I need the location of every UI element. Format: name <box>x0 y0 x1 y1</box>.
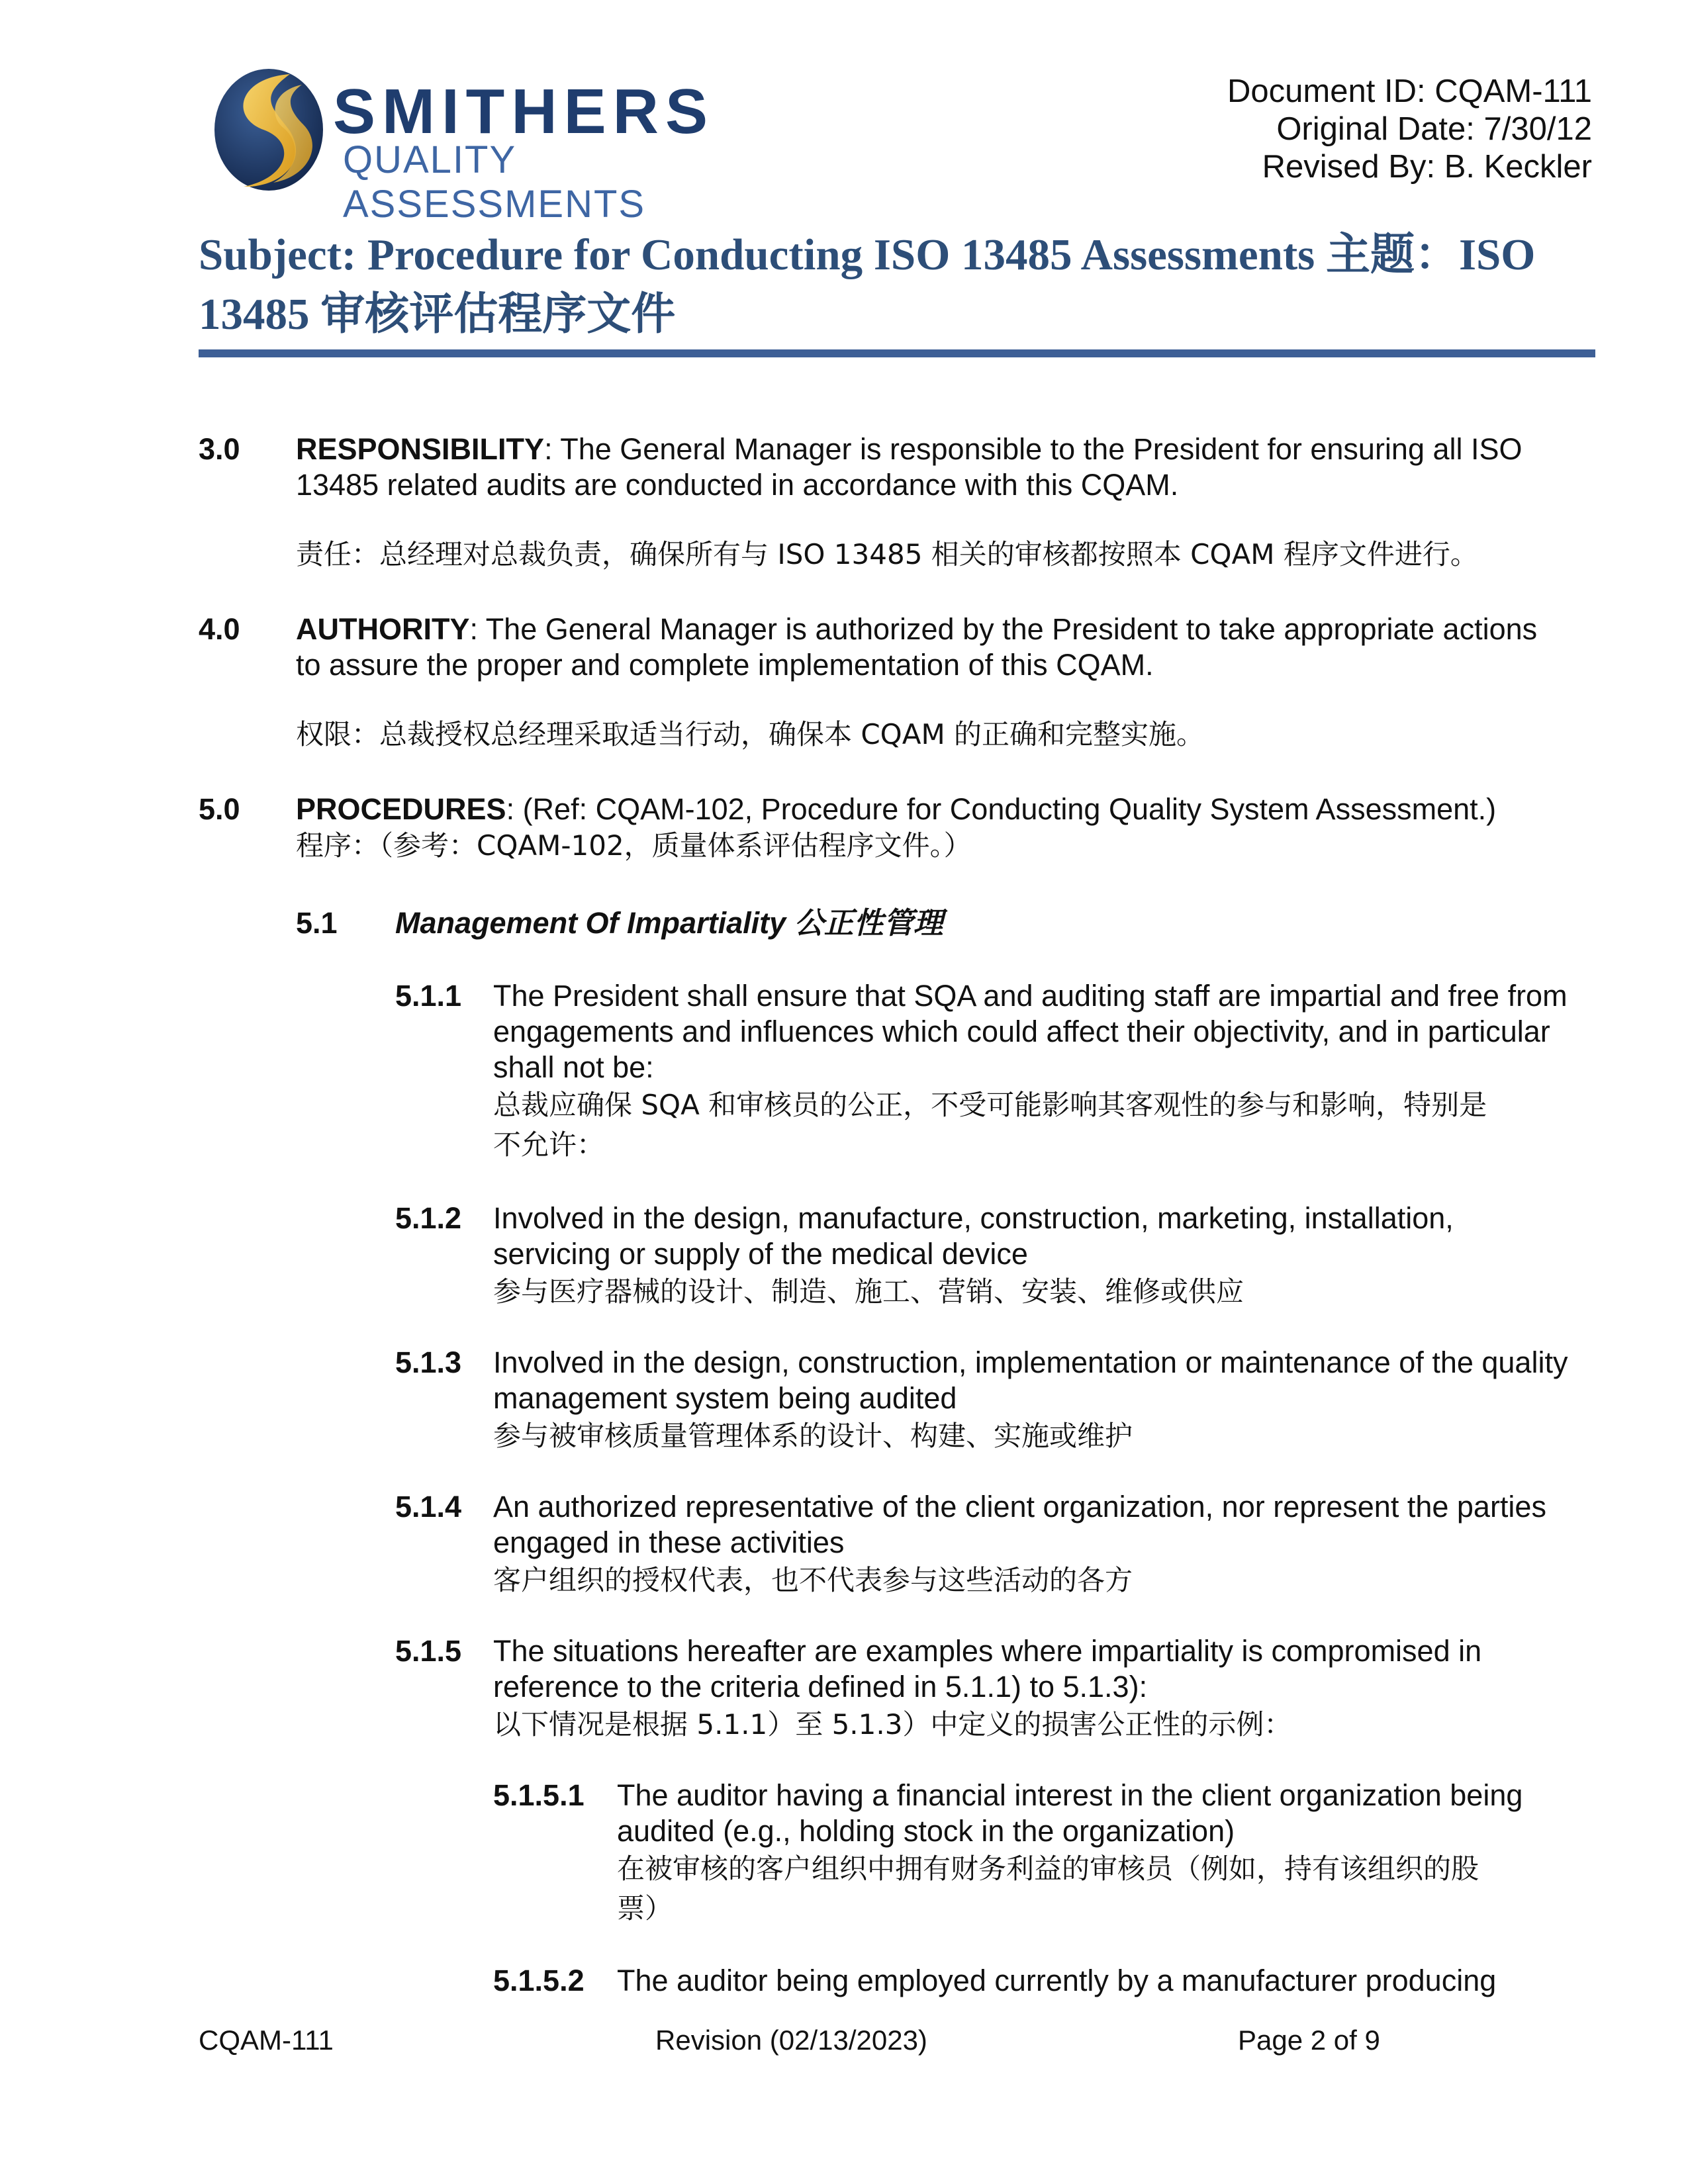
clause-text: reference to the criteria defined in 5.1.1) to 5.1.3): <box>493 1670 1148 1704</box>
subject-title <box>199 225 1602 344</box>
clause-text: servicing or supply of the medical device <box>493 1237 1028 1271</box>
logo-tagline-text: QUALITY ASSESSMENTS <box>343 138 646 226</box>
company-logo <box>211 65 793 226</box>
section-text: : (Ref: CQAM-102, Procedure for Conducting Quality System Assessment.) <box>506 792 1497 826</box>
section-text-cn: 权限：总裁授权总经理采取适当行动，确保本 CQAM 的正确和完整实施。 <box>296 718 1205 751</box>
clause-text: The situations hereafter are examples where impartiality is compromised in <box>493 1634 1482 1668</box>
clause-text: The auditor having a financial interest in the client organization being <box>617 1778 1523 1812</box>
subject-line-1: Subject: Procedure for Conducting ISO 13485 Assessments 主题：ISO <box>199 230 1536 279</box>
section-heading: AUTHORITY <box>296 612 470 646</box>
clause-text: engagements and influences which could affect their objectivity, and in particular <box>493 1015 1550 1048</box>
section-text: 13485 related audits are conducted in accordance with this CQAM. <box>296 468 1179 502</box>
subsection-number: 5.1 <box>296 906 338 940</box>
clause-text-cn: 总裁应确保 SQA 和审核员的公正，不受可能影响其客观性的参与和影响，特别是 <box>493 1089 1487 1121</box>
section-text: to assure the proper and complete implementation of this CQAM. <box>296 648 1154 682</box>
section-text: : The General Manager is responsible to the President for ensuring all ISO <box>544 432 1523 466</box>
logo-brand-text: SMITHERS <box>333 76 715 147</box>
section-heading: PROCEDURES <box>296 792 506 826</box>
section-number: 4.0 <box>199 612 240 646</box>
footer-revision: Revision (02/13/2023) <box>655 2025 927 2056</box>
clause-text-cn: 不允许： <box>493 1128 605 1161</box>
clause-number: 5.1.5.1 <box>493 1778 585 1812</box>
clause-5-1-1 <box>493 978 1605 1165</box>
section-number: 5.0 <box>199 792 240 826</box>
logo-mark-icon <box>211 65 330 195</box>
clause-5-1-5-1 <box>617 1778 1610 1929</box>
clause-number: 5.1.1 <box>395 979 462 1013</box>
footer-page-number: Page 2 of 9 <box>1238 2025 1380 2056</box>
document-info <box>1227 73 1592 186</box>
clause-text-cn: 在被审核的客户组织中拥有财务利益的审核员（例如，持有该组织的股 <box>617 1852 1479 1885</box>
clause-text-cn: 参与被审核质量管理体系的设计、构建、实施或维护 <box>493 1420 1133 1452</box>
subsection-heading: Management Of Impartiality 公正性管理 <box>395 906 943 940</box>
clause-5-1-2 <box>493 1201 1605 1312</box>
original-date: Original Date: 7/30/12 <box>1276 111 1592 147</box>
header-divider <box>199 349 1595 357</box>
subject-line-2: 13485 审核评估程序文件 <box>199 290 676 339</box>
footer-doc-id: CQAM-111 <box>199 2025 334 2056</box>
clause-5-1-4 <box>493 1489 1605 1600</box>
document-id: Document ID: CQAM-111 <box>1227 73 1592 109</box>
clause-text: management system being audited <box>493 1381 957 1415</box>
clause-text: The President shall ensure that SQA and auditing staff are impartial and free from <box>493 979 1568 1013</box>
clause-text: An authorized representative of the client organization, nor represent the parties <box>493 1490 1546 1524</box>
clause-number: 5.1.5.2 <box>493 1964 585 1997</box>
section-responsibility <box>296 432 1607 503</box>
section-authority <box>296 612 1607 683</box>
clause-number: 5.1.3 <box>395 1345 462 1379</box>
clause-text-cn: 以下情况是根据 5.1.1）至 5.1.3）中定义的损害公正性的示例： <box>493 1708 1292 1741</box>
clause-text: Involved in the design, construction, implementation or maintenance of the quality <box>493 1345 1568 1379</box>
clause-5-1-5-2 <box>617 1963 1610 1999</box>
clause-text: audited (e.g., holding stock in the organization) <box>617 1814 1235 1848</box>
clause-number: 5.1.2 <box>395 1201 462 1235</box>
section-heading: RESPONSIBILITY <box>296 432 545 466</box>
clause-5-1-3 <box>493 1345 1605 1456</box>
clause-5-1-5 <box>493 1633 1605 1745</box>
clause-text: Involved in the design, manufacture, construction, marketing, installation, <box>493 1201 1454 1235</box>
section-text-cn: 程序：（参考：CQAM-102，质量体系评估程序文件。） <box>296 829 972 862</box>
clause-number: 5.1.5 <box>395 1634 462 1668</box>
revised-by: Revised By: B. Keckler <box>1262 149 1592 185</box>
section-number: 3.0 <box>199 432 240 466</box>
section-procedures <box>296 792 1607 827</box>
clause-text-cn: 参与医疗器械的设计、制造、施工、营销、安装、维修或供应 <box>493 1275 1244 1308</box>
section-text: : The General Manager is authorized by the President to take appropriate actions <box>469 612 1538 646</box>
clause-text: The auditor being employed currently by a manufacturer producing <box>617 1964 1497 1997</box>
clause-text: engaged in these activities <box>493 1525 845 1559</box>
clause-text: shall not be: <box>493 1050 654 1084</box>
clause-text-cn: 票） <box>617 1892 673 1925</box>
clause-text-cn: 客户组织的授权代表，也不代表参与这些活动的各方 <box>493 1564 1133 1596</box>
section-text-cn: 责任：总经理对总裁负责，确保所有与 ISO 13485 相关的审核都按照本 CQAM 程序文件进行。 <box>296 538 1478 570</box>
clause-number: 5.1.4 <box>395 1490 462 1524</box>
